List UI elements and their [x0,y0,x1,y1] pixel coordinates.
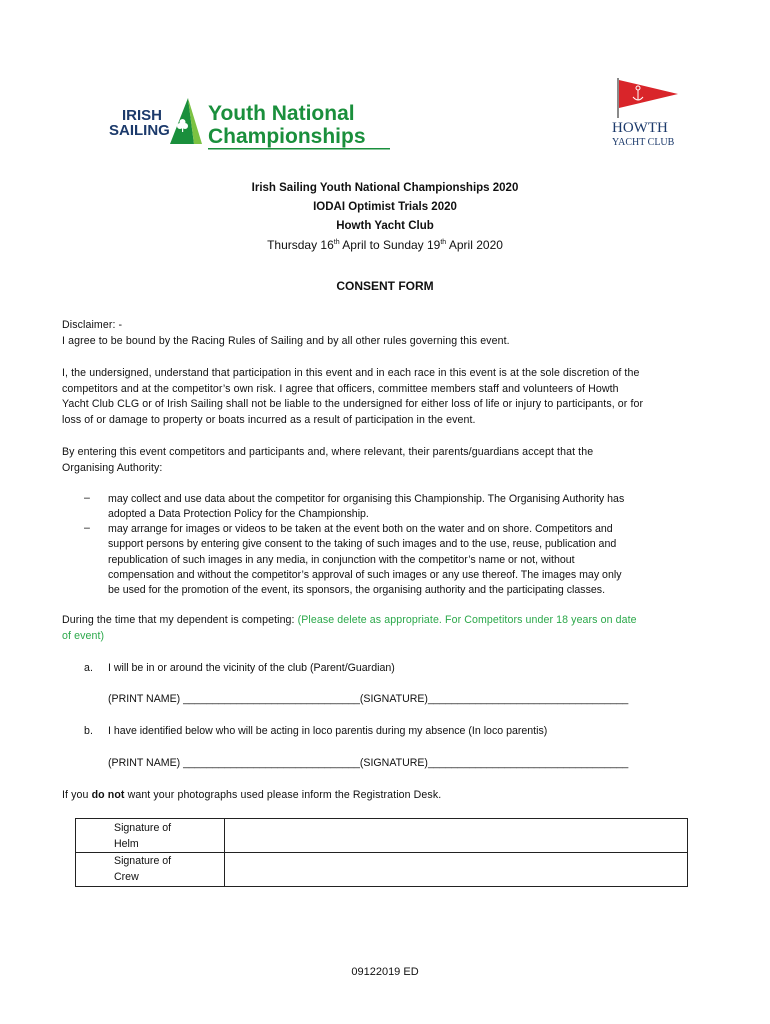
dependent-paragraph [62,613,710,644]
crew-label-line: Crew [114,871,139,883]
burgee-flag-icon [619,80,678,108]
logo-sailing-text: SAILING [109,122,170,139]
liability-paragraph [62,366,710,428]
liability-line: Yacht Club CLG or of Irish Sailing shall not be liable to the undersigned for either loss of life or injury to participants, or for [62,398,644,410]
howth-yacht-club-logo [610,76,694,148]
dependent-line [62,613,710,629]
crew-label-line: Signature of [114,855,172,867]
howth-yacht-club-logo-graphic [610,76,694,148]
photo-notice [62,788,710,804]
event-subtitle: IODAI Optimist Trials 2020 [313,201,457,213]
option-b-signature-line[interactable]: (PRINT NAME) ______________________________(SIGNATURE)__________________________________ [108,757,629,769]
bullet-line: may arrange for images or videos to be taken at the event both on the water and on shore. Competitors and [108,523,613,535]
date-end: April 2020 [446,238,503,252]
data-protection-item [108,492,708,523]
helm-label-line: Helm [114,838,139,850]
option-b-text: I have identified below who will be acting in loco parentis during my absence (In loco parentis) [108,725,548,737]
document-reference: 09122019 ED [351,966,419,978]
images-consent-item [108,522,708,598]
dependent-text: During the time that my dependent is competing: [62,614,298,626]
flagpole-icon [617,78,619,118]
crew-signature-field[interactable] [225,853,687,886]
logo-yacht-club-text: YACHT CLUB [612,137,675,148]
date-mid: April to Sunday 19 [339,238,441,252]
logo-irish-text: IRISH [122,107,163,124]
photo-notice-text-end: want your photographs used please inform the Registration Desk. [124,789,442,801]
irish-sailing-logo-graphic [84,94,394,154]
bullet-dash: – [84,522,90,534]
bullet-line: support persons by entering give consent to the taking of such images and to the use, reuse, publication and [108,538,617,551]
date-end-suffix: th [440,239,447,246]
helm-label-line: Signature of [114,822,172,834]
date-start: Thursday 16 [267,238,334,252]
helm-signature-label [114,820,171,852]
liability-line: loss of or damage to property or boats incurred as a result of participation in the event. [62,413,476,426]
bullet-line: may collect and use data about the competitor for organising this Championship. The Organising Authority has [108,493,625,505]
liability-line: I, the undersigned, understand that participation in this event and in each race in this event is at the sole discretion of the [62,367,640,379]
irish-sailing-logo [84,94,394,154]
organising-authority-paragraph [62,445,710,476]
logo-youth-national-text: Youth National [208,102,355,125]
dependent-instruction: (Please delete as appropriate. For Competitors under 18 years on date [297,614,637,626]
option-a-label: a. [84,662,94,674]
option-a-text: I will be in or around the vicinity of the club (Parent/Guardian) [108,662,395,674]
event-venue: Howth Yacht Club [336,220,434,232]
liability-line: competitors and at the competitor’s own risk. I agree that officers, committee members staff and volunteers of Howth [62,382,619,395]
authority-line: Organising Authority: [62,461,163,474]
bullet-dash: – [84,492,90,504]
date-start-suffix: th [333,239,340,246]
logo-howth-text: HOWTH [612,120,668,136]
signature-table [75,818,688,887]
disclaimer-text: I agree to be bound by the Racing Rules of Sailing and by all other rules governing this event. [62,335,510,347]
photo-notice-emphasis: do not [91,789,125,801]
authority-line: By entering this event competitors and participants and, where relevant, their parents/guardians accept that the [62,446,594,458]
event-dates [0,238,770,252]
bullet-line: republication of such images in any media, in conjunction with the competitor’s name or not, without [108,553,575,566]
crew-signature-label [114,853,171,885]
bullet-line: be used for the promotion of the event, its sponsors, the organising authority and the participating classes. [108,584,606,597]
option-b-label: b. [84,725,94,737]
form-title: CONSENT FORM [336,279,434,293]
option-a-signature-line[interactable]: (PRINT NAME) ______________________________(SIGNATURE)__________________________________ [108,693,629,705]
photo-notice-text: If you [62,789,92,801]
dependent-instruction-cont: of event) [62,629,105,642]
disclaimer-label: Disclaimer: - [62,319,123,331]
logo-championships-text: Championships [208,125,366,148]
event-title: Irish Sailing Youth National Championships 2020 [251,182,519,194]
bullet-line: adopted a Data Protection Policy for the Championship. [108,508,369,521]
helm-signature-field[interactable] [225,819,687,852]
logo-underline [208,148,390,150]
bullet-line: compensation and without the competitor’s approval of such images or any use thereof. The images may only [108,568,622,581]
